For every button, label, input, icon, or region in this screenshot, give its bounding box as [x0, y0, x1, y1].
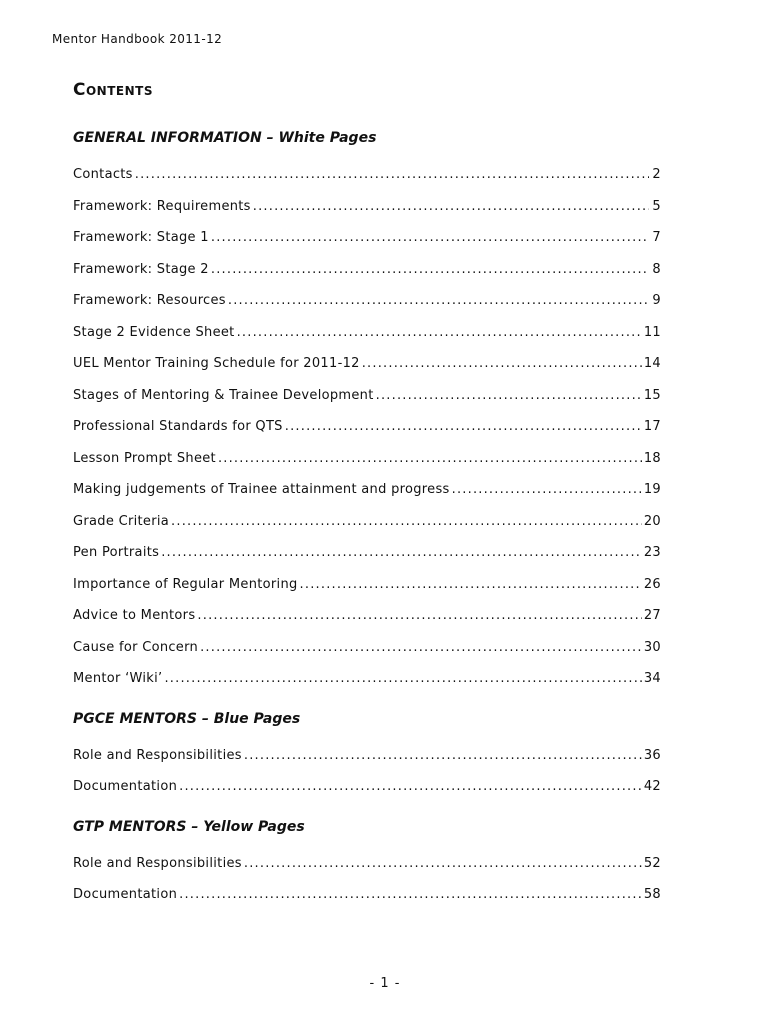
toc-entry-title: Framework: Stage 1: [73, 230, 209, 245]
toc-entry[interactable]: [73, 191, 661, 223]
toc-entry-title: Mentor ‘Wiki’: [73, 671, 163, 686]
table-of-contents: [73, 128, 661, 911]
toc-entry-title: Importance of Regular Mentoring: [73, 576, 298, 592]
toc-entry-page: 9: [652, 293, 661, 308]
toc-entry-title: Framework: Resources: [73, 293, 226, 308]
dot-leader: [179, 879, 642, 911]
dot-leader: [376, 380, 642, 412]
toc-entry[interactable]: [73, 285, 661, 317]
toc-entry[interactable]: [73, 632, 661, 664]
toc-entry-title: Role and Responsibilities: [73, 855, 242, 871]
dot-leader: [300, 569, 642, 601]
toc-entry-page: 36: [643, 747, 661, 763]
section-heading-general-information: GENERAL INFORMATION – White Pages: [73, 130, 377, 146]
toc-entry[interactable]: [73, 443, 661, 475]
toc-entry[interactable]: [73, 569, 661, 601]
toc-entry-page: 8: [652, 261, 661, 277]
dot-leader: [362, 348, 642, 380]
toc-entry-page: 2: [652, 167, 661, 182]
toc-entry-title: Professional Standards for QTS: [73, 419, 283, 434]
toc-entry-page: 52: [643, 855, 661, 871]
toc-entry-title: Role and Responsibilities: [73, 747, 242, 763]
toc-entry-page: 26: [643, 576, 661, 592]
dot-leader: [285, 411, 642, 443]
toc-entry-title: Making judgements of Trainee attainment and progress: [73, 482, 450, 497]
page-number: - 1 -: [369, 976, 401, 991]
toc-entry[interactable]: [73, 537, 661, 569]
dot-leader: [197, 600, 641, 632]
toc-entry[interactable]: [73, 740, 661, 772]
toc-entry[interactable]: [73, 506, 661, 538]
toc-entry-page: 11: [643, 324, 661, 340]
dot-leader: [161, 537, 642, 569]
toc-entry-title: Framework: Stage 2: [73, 261, 209, 277]
toc-entry[interactable]: [73, 879, 661, 911]
dot-leader: [253, 191, 649, 223]
toc-entry-page: 17: [643, 419, 661, 434]
toc-entry[interactable]: [73, 222, 661, 254]
section-heading-gtp-mentors: GTP MENTORS – Yellow Pages: [73, 818, 305, 835]
toc-entry-title: Advice to Mentors: [73, 608, 196, 623]
toc-entry[interactable]: [73, 600, 661, 632]
toc-entry-title: Stage 2 Evidence Sheet: [73, 324, 235, 340]
toc-entry-title: Framework: Requirements: [73, 198, 251, 214]
toc-entry[interactable]: [73, 348, 661, 380]
dot-leader: [211, 254, 649, 286]
toc-entry-title: Documentation: [73, 887, 178, 902]
toc-entry-title: Contacts: [73, 167, 133, 182]
dot-leader: [244, 848, 642, 880]
toc-entry[interactable]: [73, 380, 661, 412]
toc-entry[interactable]: [73, 317, 661, 349]
toc-entry-page: 15: [643, 387, 661, 403]
toc-entry-page: 18: [643, 450, 661, 466]
dot-leader: [179, 771, 642, 803]
toc-entry-page: 27: [643, 608, 661, 623]
toc-entry-page: 7: [652, 230, 661, 245]
dot-leader: [211, 222, 649, 254]
toc-entry[interactable]: [73, 474, 661, 506]
toc-entry-title: Grade Criteria: [73, 513, 170, 529]
toc-entry-page: 34: [643, 671, 661, 686]
toc-entry-title: Cause for Concern: [73, 639, 199, 655]
dot-leader: [237, 317, 642, 349]
dot-leader: [171, 506, 642, 538]
dot-leader: [135, 159, 649, 191]
toc-entry-page: 14: [643, 356, 661, 371]
toc-entry-page: 23: [643, 545, 661, 560]
dot-leader: [452, 474, 642, 506]
toc-entry-page: 19: [643, 482, 661, 497]
toc-entry-page: 30: [643, 639, 661, 655]
toc-entry[interactable]: [73, 159, 661, 191]
toc-entry-title: Lesson Prompt Sheet: [73, 450, 216, 466]
toc-entry-page: 42: [643, 779, 661, 794]
running-header: Mentor Handbook 2011-12: [52, 32, 223, 46]
dot-leader: [244, 740, 642, 772]
toc-entry-title: Stages of Mentoring & Trainee Development: [73, 387, 374, 403]
toc-entry-title: Documentation: [73, 779, 178, 794]
toc-entry[interactable]: [73, 663, 661, 695]
page-title: Contents: [73, 80, 153, 100]
toc-entry[interactable]: [73, 254, 661, 286]
section-heading-pgce-mentors: PGCE MENTORS – Blue Pages: [73, 710, 301, 727]
toc-entry-page: 20: [643, 513, 661, 529]
dot-leader: [228, 285, 649, 317]
toc-entry-page: 58: [643, 887, 661, 902]
toc-entry-title: Pen Portraits: [73, 545, 160, 560]
toc-entry[interactable]: [73, 771, 661, 803]
dot-leader: [200, 632, 642, 664]
dot-leader: [218, 443, 642, 475]
toc-entry[interactable]: [73, 411, 661, 443]
toc-entry-page: 5: [652, 198, 661, 214]
toc-entry-title: UEL Mentor Training Schedule for 2011-12: [73, 356, 360, 371]
dot-leader: [164, 663, 641, 695]
toc-entry[interactable]: [73, 848, 661, 880]
